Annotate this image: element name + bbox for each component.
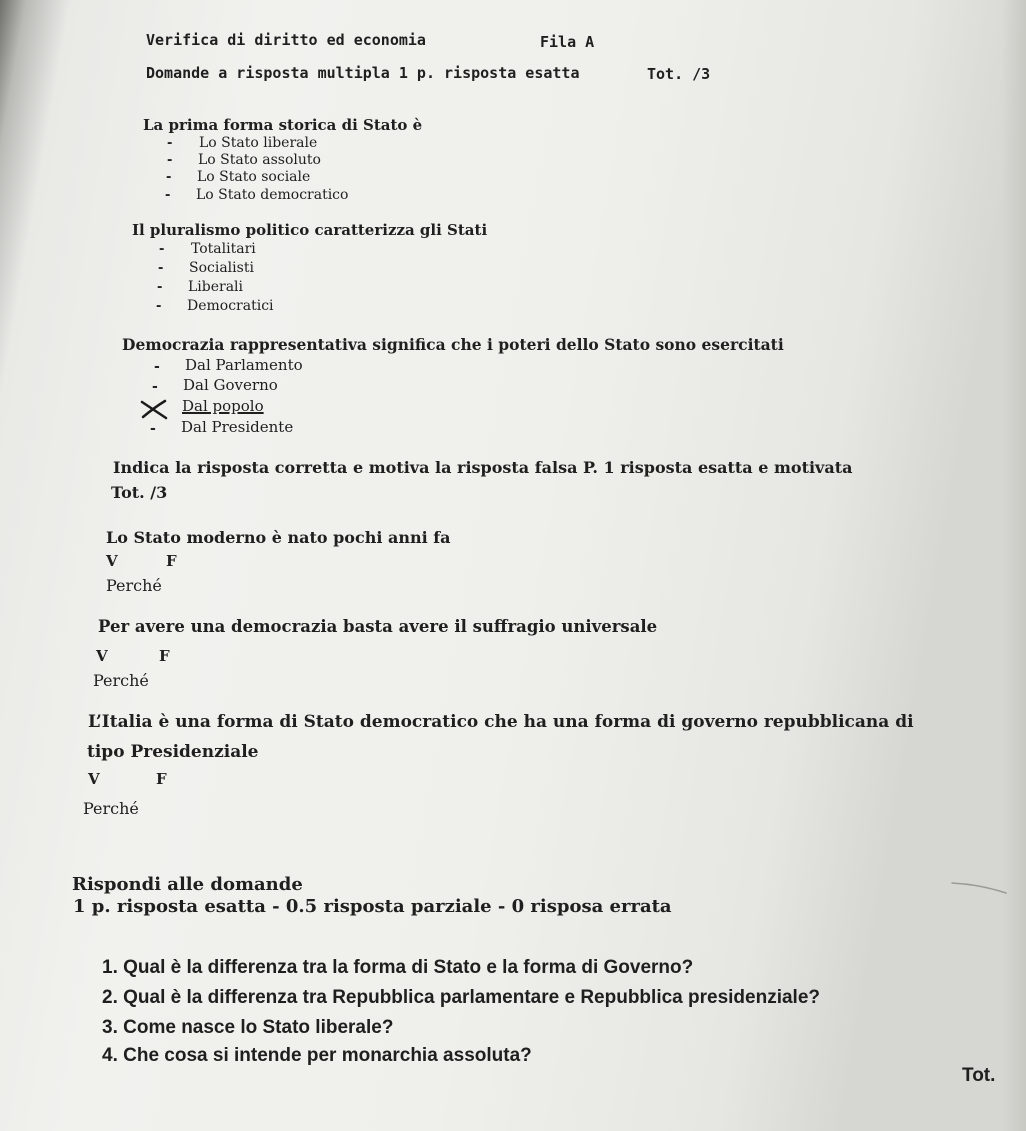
mc-q1-option-3: Lo Stato sociale (197, 169, 311, 185)
pencil-mark-icon (950, 877, 1010, 897)
bullet-dash: - (159, 242, 165, 257)
bullet-dash: - (152, 379, 158, 395)
bullet-dash: - (165, 188, 171, 203)
open-question-2: 2. Qual è la differenza tra Repubblica parlamentare e Repubblica presidenziale? (102, 987, 821, 1008)
section1-total: Tot. /3 (647, 65, 711, 83)
section1-title: Domande a risposta multipla 1 p. risposta esatta (146, 64, 580, 82)
tf-s2-true: V (96, 647, 108, 665)
mc-q1-option-4: Lo Stato democratico (196, 187, 349, 203)
mc-q3-option-1: Dal Parlamento (185, 356, 303, 374)
bullet-dash: - (150, 421, 156, 437)
mc-q3-option-2: Dal Governo (183, 376, 278, 394)
mc-q2-option-2: Socialisti (189, 260, 254, 276)
tf-s3-why: Perché (83, 799, 139, 818)
bullet-dash: - (167, 153, 173, 168)
mc-question-3: Democrazia rappresentativa significa che i poteri dello Stato sono esercitati (122, 335, 784, 354)
bullet-dash: - (166, 170, 172, 185)
tf-s1-true: V (106, 552, 118, 570)
mc-question-1: La prima forma storica di Stato è (143, 116, 423, 134)
tf-s2-false: F (159, 647, 170, 665)
mc-q2-option-1: Totalitari (191, 241, 256, 257)
tf-s3-true: V (88, 770, 100, 788)
mc-q2-option-3: Liberali (188, 279, 244, 295)
bullet-dash: - (158, 261, 164, 276)
bullet-dash: - (167, 136, 173, 151)
tf-statement-3-line2: tipo Presidenziale (87, 742, 259, 762)
tf-statement-3-line1: L’Italia è una forma di Stato democratico che ha una forma di governo repubblicana di (88, 712, 914, 732)
mc-q3-option-4: Dal Presidente (181, 418, 294, 436)
handwritten-cross-icon (140, 399, 168, 421)
document-title: Verifica di diritto ed economia (146, 31, 426, 49)
bullet-dash: - (154, 359, 160, 375)
mc-q1-option-2: Lo Stato assoluto (198, 152, 321, 168)
mc-q2-option-4: Democratici (187, 298, 274, 314)
open-question-1: 1. Qual è la differenza tra la forma di Stato e la forma di Governo? (102, 957, 694, 978)
tf-total: Tot. /3 (111, 483, 168, 502)
fila-label: Fila A (540, 33, 595, 51)
mc-q3-option-3-selected: Dal popolo (182, 397, 264, 415)
open-question-4: 4. Che cosa si intende per monarchia assoluta? (102, 1045, 532, 1066)
bullet-dash: - (156, 299, 162, 314)
tf-statement-1: Lo Stato moderno è nato pochi anni fa (106, 528, 451, 547)
tf-s3-false: F (156, 770, 167, 788)
open-section-scoring: 1 p. risposta esatta - 0.5 risposta parziale - 0 risposa errata (73, 896, 672, 917)
tf-s1-why: Perché (106, 576, 162, 595)
tf-instruction: Indica la risposta corretta e motiva la risposta falsa P. 1 risposta esatta e motivata (113, 458, 853, 477)
open-section-title: Rispondi alle domande (72, 874, 303, 895)
page-edge-shadow (1002, 0, 1026, 1131)
tf-s2-why: Perché (93, 671, 149, 690)
tf-statement-2: Per avere una democrazia basta avere il suffragio universale (98, 617, 658, 636)
mc-question-2: Il pluralismo politico caratterizza gli Stati (132, 221, 488, 239)
bullet-dash: - (157, 280, 163, 295)
open-section-total: Tot. (962, 1065, 996, 1086)
tf-s1-false: F (166, 552, 177, 570)
open-question-3: 3. Come nasce lo Stato liberale? (102, 1017, 394, 1038)
mc-q1-option-1: Lo Stato liberale (199, 135, 318, 151)
